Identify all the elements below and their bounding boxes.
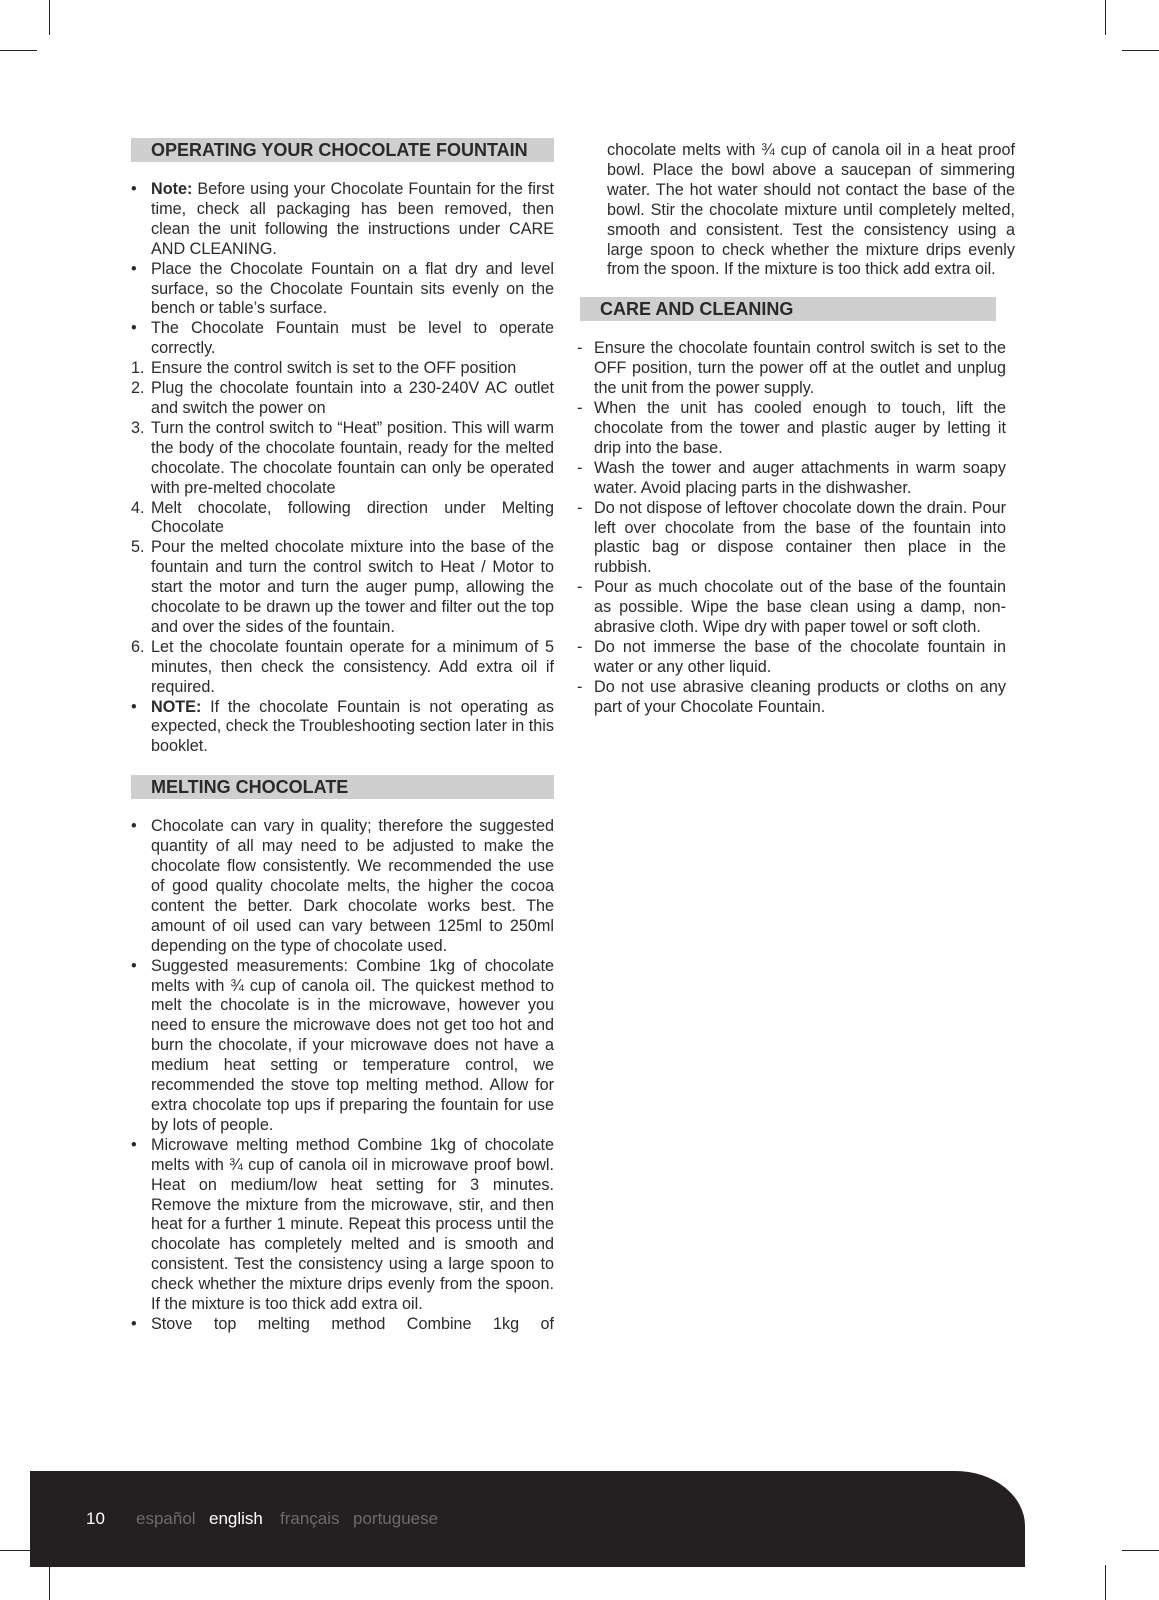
dash-marker: -: [577, 498, 583, 517]
language-link-espanol[interactable]: español: [136, 1509, 196, 1528]
step-number: 6.: [131, 637, 145, 656]
operating-list: [131, 180, 554, 757]
item-text: Before using your Chocolate Fountain for the first time, check all packaging has been removed, then clean the unit following the instructions under CARE AND CLEANING.: [151, 180, 554, 258]
crop-mark: [49, 1565, 50, 1600]
list-item: [577, 459, 1006, 499]
item-text: If the chocolate Fountain is not operating as expected, check the Troubleshooting section later in this booklet.: [151, 697, 554, 756]
crop-mark: [1105, 0, 1106, 35]
dash-marker: -: [577, 637, 583, 656]
item-text: Chocolate can vary in quality; therefore the suggested quantity of all may need to be adjusted to make the chocolate flow consistently. We recommended the use of good quality chocolate melts, the higher the cocoa content the better. Dark chocolate works best. The amount of oil used can vary between 125ml to 250ml depending on the type of chocolate used.: [151, 817, 554, 955]
bullet-marker: •: [131, 1135, 137, 1154]
continued-paragraph: chocolate melts with ¾ cup of canola oil in a heat proof bowl. Place the bowl above a saucepan of simmering water. The hot water should not contact the base of the bowl. Stir the chocolate mixture until completely melted, smooth and consistent. Test the consistency using a large spoon to check whether the mixture drips evenly from the spoon. If the mixture is too thick add extra oil.: [607, 141, 1015, 279]
list-item: [577, 638, 1006, 678]
item-text: Microwave melting method Combine 1kg of chocolate melts with ¾ cup of canola oil in microwave proof bowl. Heat on medium/low heat setting for 3 minutes. Remove the mixture from the microwave, stir, and then heat for a further 1 minute. Repeat this process until the chocolate has completely melted and is smooth and consistent. Test the consistency using a large spoon to check whether the mixture drips evenly from the spoon. If the mixture is too thick add extra oil.: [151, 1135, 554, 1314]
care-list: [577, 339, 1015, 717]
dash-marker: -: [577, 339, 583, 358]
language-link-english[interactable]: english: [209, 1509, 263, 1528]
item-text: When the unit has cooled enough to touch, lift the chocolate from the tower and plastic auger by letting it drip into the base.: [594, 399, 1006, 457]
item-bold-label: Note:: [151, 180, 193, 198]
bullet-marker: •: [131, 319, 137, 338]
dash-marker: -: [577, 458, 583, 477]
bullet-marker: •: [131, 697, 137, 716]
item-text: Suggested measurements: Combine 1kg of chocolate melts with ¾ cup of canola oil. The quickest method to melt the chocolate is in the microwave, however you need to ensure the microwave does not get too hot and burn the chocolate, if your microwave does not have a medium heat setting or temperature control, we recommended the stove top melting method. Allow for extra chocolate top ups if preparing the fountain for use by lots of people.: [151, 956, 554, 1134]
item-text: Wash the tower and auger attachments in warm soapy water. Avoid placing parts in the dishwasher.: [594, 458, 1006, 497]
list-item: [131, 379, 554, 419]
crop-mark: [1122, 1550, 1159, 1551]
item-text: Pour as much chocolate out of the base of the fountain as possible. Wipe the base clean using a damp, non-abrasive cloth. Wipe dry with paper towel or soft cloth.: [594, 578, 1006, 637]
item-text: Place the Chocolate Fountain on a flat dry and level surface, so the Chocolate Fountain sits evenly on the bench or table’s surface.: [151, 259, 554, 318]
item-text: Let the chocolate fountain operate for a minimum of 5 minutes, then check the consistency. Add extra oil if required.: [151, 637, 554, 696]
item-text: Pour the melted chocolate mixture into the base of the fountain and turn the control switch to Heat / Motor to start the motor and turn the auger pump, allowing the chocolate to be drawn up the tower and filter out the top and over the sides of the fountain.: [151, 538, 554, 636]
dash-marker: -: [577, 399, 583, 418]
list-item: [577, 678, 1006, 718]
bullet-marker: •: [131, 1314, 137, 1333]
step-number: 2.: [131, 379, 145, 398]
item-text: Do not dispose of leftover chocolate down the drain. Pour left over chocolate from the base of the fountain into plastic bag or dispose container then place in the rubbish.: [594, 498, 1006, 577]
crop-mark: [1105, 1565, 1106, 1600]
list-item: [131, 698, 554, 758]
item-bold-label: NOTE:: [151, 697, 202, 716]
item-text: Ensure the control switch is set to the OFF position: [151, 359, 517, 378]
list-item: [131, 538, 554, 638]
list-item: [131, 359, 554, 379]
bullet-marker: •: [131, 180, 137, 198]
dash-marker: -: [577, 677, 583, 696]
item-text: Do not use abrasive cleaning products or cloths on any part of your Chocolate Fountain.: [594, 677, 1006, 716]
item-text: Turn the control switch to “Heat” position. This will warm the body of the chocolate fountain, ready for the melted chocolate. The chocolate fountain can only be operated with pre-melted chocolate: [151, 418, 554, 497]
list-item: [577, 339, 1006, 399]
step-number: 4.: [131, 498, 145, 517]
list-item: [131, 957, 554, 1136]
list-item: [577, 578, 1006, 638]
page-number: 10: [86, 1509, 105, 1528]
bullet-marker: •: [131, 956, 137, 975]
list-item: [131, 1315, 554, 1335]
melting-list: [131, 817, 554, 1335]
crop-mark: [49, 0, 50, 35]
bullet-marker: •: [131, 817, 137, 836]
list-item: [131, 499, 554, 539]
list-item: [131, 180, 554, 260]
list-item: [131, 638, 554, 698]
language-link-francais[interactable]: français: [280, 1509, 340, 1528]
crop-mark: [0, 50, 37, 51]
list-item: [577, 499, 1006, 579]
item-text: Do not immerse the base of the chocolate fountain in water or any other liquid.: [594, 637, 1006, 676]
step-number: 1.: [131, 359, 145, 378]
list-item: [131, 260, 554, 320]
page-footer: [30, 1471, 1025, 1567]
section-heading-melting: MELTING CHOCOLATE: [131, 775, 554, 799]
crop-mark: [1122, 50, 1159, 51]
section-heading-care: CARE AND CLEANING: [580, 297, 996, 321]
list-item: [577, 399, 1006, 459]
right-column: [577, 141, 1015, 718]
left-column: [131, 138, 554, 1335]
language-link-portuguese[interactable]: portuguese: [353, 1509, 439, 1528]
step-number: 3.: [131, 418, 145, 437]
section-heading-operating: OPERATING YOUR CHOCOLATE FOUNTAIN: [131, 138, 554, 162]
item-text: Plug the chocolate fountain into a 230-240V AC outlet and switch the power on: [151, 379, 554, 417]
item-text: The Chocolate Fountain must be level to operate correctly.: [151, 319, 554, 358]
item-text: Melt chocolate, following direction under Melting Chocolate: [151, 498, 554, 537]
dash-marker: -: [577, 578, 583, 597]
bullet-marker: •: [131, 259, 137, 278]
step-number: 5.: [131, 538, 145, 557]
list-item: [131, 319, 554, 359]
item-text: Stove top melting method Combine 1kg of: [151, 1314, 554, 1333]
list-item: [131, 817, 554, 956]
item-text: Ensure the chocolate fountain control switch is set to the OFF position, turn the power off at the outlet and unplug the unit from the power supply.: [594, 339, 1006, 398]
list-item: [131, 1136, 554, 1315]
list-item: [131, 419, 554, 499]
